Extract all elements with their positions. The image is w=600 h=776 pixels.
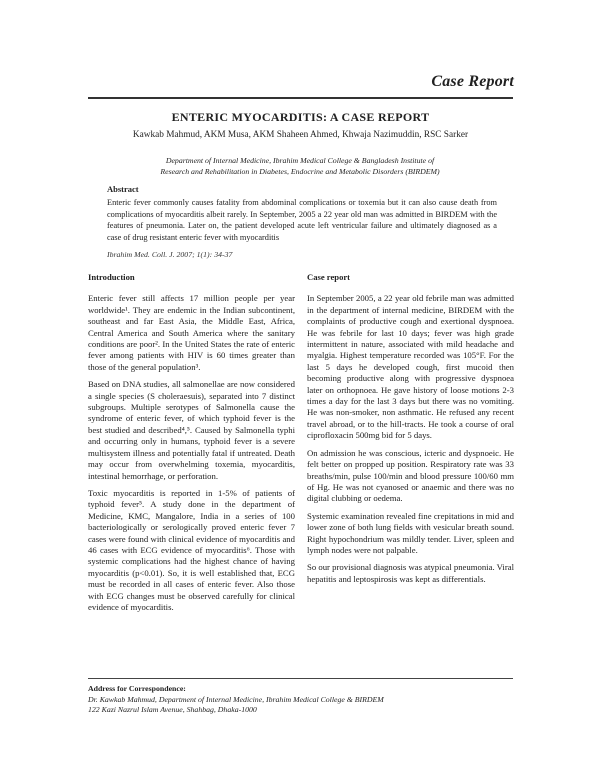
abstract-heading: Abstract (107, 184, 139, 194)
header-rule (88, 97, 513, 99)
left-column (88, 272, 295, 619)
introduction-paragraph-3: Toxic myocarditis is reported in 1-5% of patients of typhoid fever⁵. A study done in the department of Medicine, KMC, Mangalore, India in a series of 100 bacteriologically or serologically proved enteric fever 7 cases were found with clinical evidence of myocarditis and 46 cases with ECG evidence of myocarditis⁶. Those with systemic complications had the highest chance of having myocarditis (p<0.01). So, it is well established that, ECG must be recorded in all cases of enteric fever. Also those with ECG changes must be observed carefully for clinical evidence of myocarditis. (88, 487, 295, 612)
affiliation-line-1: Department of Internal Medicine, Ibrahim Medical College & Bangladesh Institute of (165, 156, 435, 165)
introduction-paragraph-2: Based on DNA studies, all salmonellae are now considered a single species (S choleraesuis), separated into 7 distinct subgroups. Multiple serotypes of Salmonella cause the syndrome of enteric fever, of which typhoid fever is the best studied and described⁴,⁵. Caused by Salmonella typhi and occurring only in humans, typhoid fever is a severe multisystem illness and potentially fatal if untreated. Death may occur from overwhelming toxemia, myocarditis, intestinal hemorrhage, or perforation. (88, 379, 295, 481)
abstract-text: Enteric fever commonly causes fatality from abdominal complications or toxemia but it can also cause death from complications of myocarditis albeit rarely. In September, 2005 a 22 year old man was admitted in BIRDEM with the features of pneumonia. Later on, the patient developed acute left ventricular failure and ultimately diagnosed as a case of drug resistant enteric fever with myocarditis (107, 198, 497, 242)
correspondence-block (88, 684, 513, 716)
section-label: Case Report (431, 73, 514, 90)
case-report-paragraph-2: On admission he was conscious, icteric and dyspnoeic. He felt better on propped up position. Respiratory rate was 33 breaths/min, pulse 100/min and blood pressure 100/60 mm of Hg. He was not cyanosed or anaemic and there was no digital clubbing or oedema. (307, 447, 514, 504)
abstract-block (107, 184, 497, 243)
case-report-paragraph-4: So our provisional diagnosis was atypical pneumonia. Viral hepatitis and leptospirosis was kept as differentials. (307, 562, 514, 584)
correspondence-line-1: Dr. Kawkab Mahmud, Department of Internal Medicine, Ibrahim Medical College & BIRDEM (88, 694, 384, 704)
affiliation (110, 155, 490, 177)
author-list: Kawkab Mahmud, AKM Musa, AKM Shaheen Ahmed, Khwaja Nazimuddin, RSC Sarker (132, 130, 469, 140)
affiliation-line-2: Research and Rehabilitation in Diabetes, Endocrine and Metabolic Disorders (BIRDEM) (160, 167, 440, 176)
correspondence-heading: Address for Correspondence: (88, 684, 186, 693)
case-report-paragraph-1: In September 2005, a 22 year old febrile man was admitted in the department of internal medicine, BIRDEM with the complaints of productive cough and exertional dyspnoea. He was febrile for last 10 days; fever was high grade intermittent in nature, associated with mild headache and myalgia. Highest temperature recorded was 105°F. For the last 5 days he developed cough, first mucoid then becoming productive along with progressive dyspnoea later on orthopnoea. He gave history of loose motions 2-3 times a day for the last 3 days but there was no vomiting. He was non-smoker, non asthmatic. He refused any recent travel abroad, or to the hill-tracts. He took a course of oral ciprofloxacin 500mg bid for 5 days. (307, 293, 514, 441)
footer-rule (88, 678, 513, 679)
correspondence-line-2: 122 Kazi Nazrul Islam Avenue, Shahbag, Dhaka-1000 (88, 705, 257, 714)
case-report-paragraph-3: Systemic examination revealed fine crepitations in mid and lower zone of both lung fields with vesicular breath sound. Right hypochondrium was mildly tender. Liver, spleen and lymph nodes were not palpable. (307, 510, 514, 555)
right-column (307, 272, 514, 591)
article-title: ENTERIC MYOCARDITIS: A CASE REPORT (171, 110, 430, 124)
introduction-paragraph-1: Enteric fever still affects 17 million people per year worldwide¹. They are endemic in the Indian subcontinent, southeast and far East Asia, the Middle East, Africa, Central America and South America where the sanitary conditions are poor². In the United States the rate of enteric fever among patients with HIV is 60 times greater than those of the general population³. (88, 293, 295, 372)
introduction-heading: Introduction (88, 272, 135, 282)
journal-citation: Ibrahim Med. Coll. J. 2007; 1(1): 34-37 (107, 250, 233, 259)
case-report-heading: Case report (307, 272, 351, 282)
